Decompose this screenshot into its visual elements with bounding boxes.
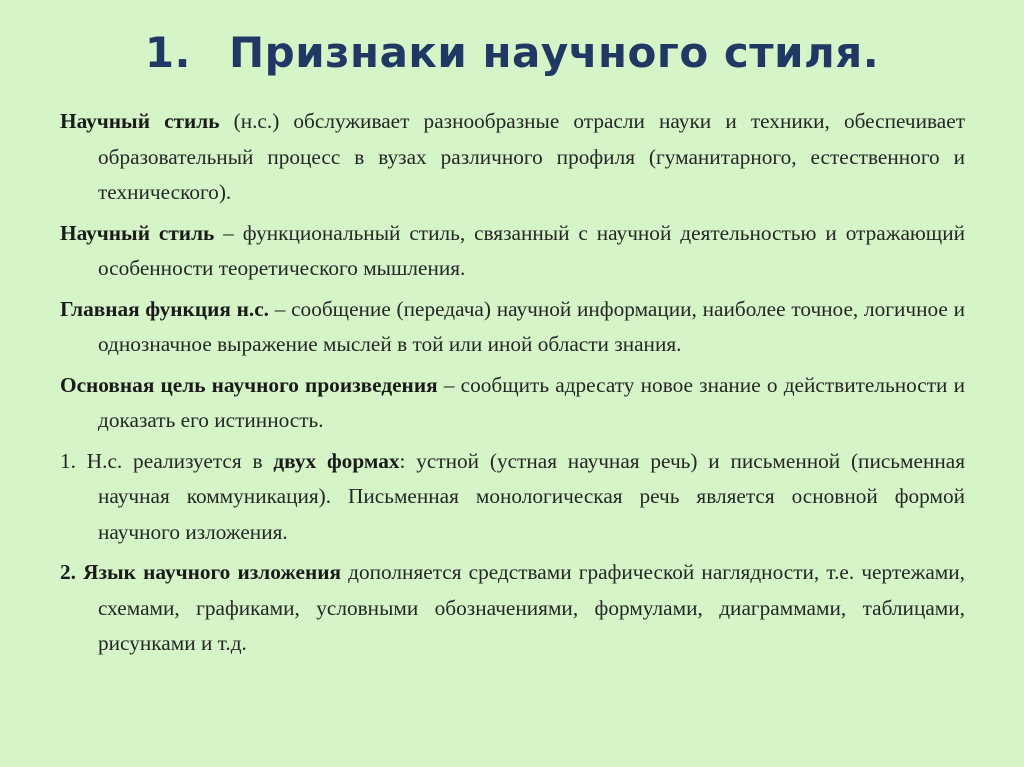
paragraph-scientific-style-scope	[60, 104, 965, 211]
slide-body	[60, 104, 965, 667]
paragraph-text: – сообщение (передача) научной информации, наиболее точное, логичное и однозначное выражение мыслей в той или иной области знания.	[98, 296, 965, 356]
paragraph-graphic-means	[60, 555, 965, 662]
paragraph-text: : устной (устная научная речь) и письменной (письменная научная коммуникация). Письменная монологическая речь является основной формой научного изложения.	[98, 448, 965, 544]
paragraph-text: – функциональный стиль, связанный с научной деятельностью и отражающий особенности теоретического мышления.	[98, 220, 965, 280]
paragraph-term: 2. Язык научного изложения	[60, 560, 342, 584]
paragraph-prefix: 1. Н.с. реализуется в	[60, 448, 274, 473]
slide-title-number: 1.	[144, 28, 191, 77]
slide-title-text: Признаки научного стиля.	[229, 28, 880, 77]
paragraph-term: Научный стиль	[60, 109, 220, 133]
paragraph-term: Основная цель научного произведения	[60, 372, 438, 397]
paragraph-text: дополняется средствами графической наглядности, т.е. чертежами, схемами, графиками, условными обозначениями, формулами, диаграммами, таблицами, рисунками и т.д.	[98, 560, 965, 655]
paragraph-term: двух формах	[273, 448, 400, 473]
paragraph-scientific-style-definition	[60, 216, 965, 287]
paragraph-term: Научный стиль	[60, 220, 215, 245]
paragraph-main-goal	[60, 368, 965, 439]
paragraph-term: Главная функция н.с.	[60, 296, 269, 321]
paragraph-two-forms	[60, 444, 965, 551]
paragraph-main-function	[60, 292, 965, 363]
paragraph-text: (н.с.) обслуживает разнообразные отрасли науки и техники, обеспечивает образовательный процесс в вузах различного профиля (гуманитарного, естественного и технического).	[98, 109, 965, 204]
paragraph-text: – сообщить адресату новое знание о действительности и доказать его истинность.	[98, 372, 966, 432]
slide-title	[0, 28, 1024, 77]
